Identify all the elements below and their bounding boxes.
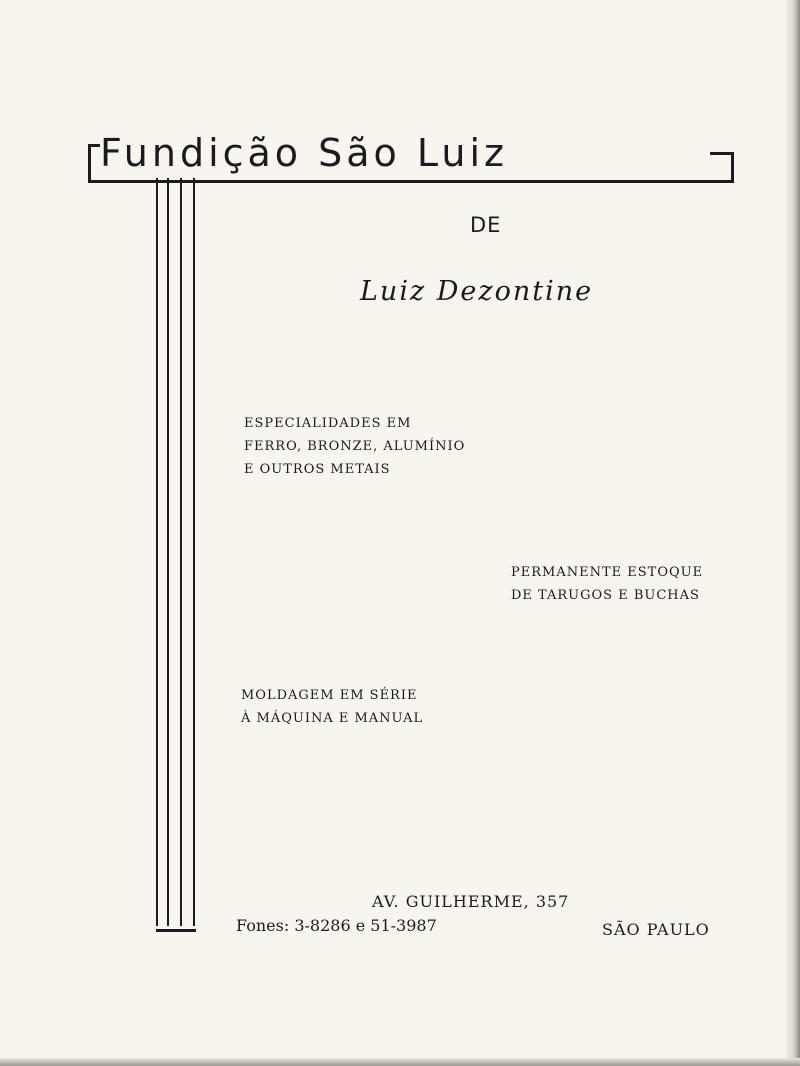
stock-line: PERMANENTE ESTOQUE [511,565,704,580]
left-bracket-stem [88,144,91,183]
column-line [156,178,158,926]
right-bracket-tick [710,152,734,155]
molding-block [241,684,423,730]
left-bracket-tick [88,144,100,147]
specialties-line: ESPECIALIDADES EM [244,416,412,431]
column-line [193,178,195,926]
column-line [167,178,169,926]
molding-line: MOLDAGEM EM SÉRIE [241,688,418,703]
specialties-block [244,412,465,481]
owner-name: Luiz Dezontine [360,276,594,307]
column-line [180,178,182,926]
stock-line: DE TARUGOS E BUCHAS [511,588,700,603]
right-bracket-stem [731,152,734,183]
byline-connector: DE [470,213,502,237]
company-title: Fundição São Luiz [100,131,508,175]
molding-line: À MÁQUINA E MANUAL [241,711,424,726]
page-edge-shadow [786,0,800,1066]
specialties-line: FERRO, BRONZE, ALUMÍNIO [244,439,466,454]
specialties-line: E OUTROS METAIS [244,462,391,477]
city-name: SÃO PAULO [602,920,710,939]
decorative-column [156,178,196,932]
phone-numbers: Fones: 3-8286 e 51-3987 [236,916,437,935]
street-address: AV. GUILHERME, 357 [372,892,570,911]
column-base [156,929,196,932]
stock-block [511,561,703,607]
page-bottom-edge [0,1058,800,1066]
